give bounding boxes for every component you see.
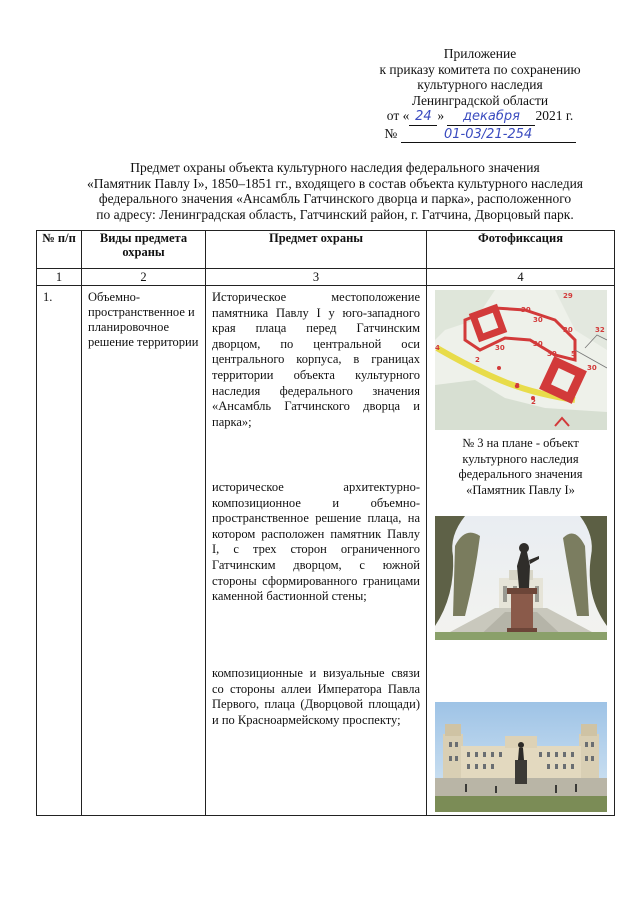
number-prefix: № xyxy=(384,125,398,141)
row-kind: Объемно-пространственное и планировочное решение территории xyxy=(82,286,206,816)
appendix-number xyxy=(360,126,600,144)
monument-photo xyxy=(435,516,607,640)
title-line-4: по адресу: Ленинградская область, Гатчинский район, г. Гатчина, Дворцовый парк. xyxy=(96,206,574,222)
subject-paragraph-2: историческое архитектурно-композиционное и объемно-пространственное решение плаца, на котором расположен памятник Павлу I, с трех сторон ограниченного Гатчинским дворцом, с южной стороны сформированного границами каменной бастионной стены; xyxy=(212,480,420,604)
title-line-3: федерального значения «Ансамбль Гатчинского дворца и парка», расположенного xyxy=(98,191,572,206)
appendix-line-2: к приказу комитета по сохранению xyxy=(379,61,581,77)
map-label: 30 xyxy=(586,364,597,372)
header-photo: Фотофиксация xyxy=(427,231,615,269)
title-line-1: Предмет охраны объекта культурного наследия федерального значения xyxy=(130,160,540,175)
map-label: 2 xyxy=(474,356,480,364)
table-row xyxy=(37,286,615,816)
appendix-date xyxy=(360,108,600,126)
map-label: 4 xyxy=(434,344,440,352)
map-label: 30 xyxy=(562,326,573,334)
table-header-row xyxy=(37,231,615,269)
col-number-1: 1 xyxy=(37,269,82,286)
map-label: 30 xyxy=(546,350,557,358)
map-label: 30 xyxy=(532,340,543,348)
header-subject: Предмет охраны xyxy=(206,231,427,269)
subject-paragraph-1: Историческое местоположение памятника Павлу I у юго-западного края плаца перед Гатчинским дворцом, по центральной оси центрального корпуса, в границах территории объекта культурного наследия федерального значения «Ансамбль Гатчинского дворца и парка»; xyxy=(212,290,420,429)
site-plan-map xyxy=(435,290,607,430)
col-number-4: 4 xyxy=(427,269,615,286)
column-number-row xyxy=(37,269,615,286)
row-photos xyxy=(427,286,615,816)
date-prefix: от « xyxy=(386,108,410,123)
map-label: 32 xyxy=(594,326,605,334)
plan-caption: № 3 на плане - объект культурного наследия федерального значения «Памятник Павлу I» xyxy=(458,436,583,497)
palace-photo xyxy=(435,702,607,812)
map-label: 29 xyxy=(562,292,573,300)
appendix-line-3: культурного наследия xyxy=(417,77,543,92)
row-subject xyxy=(206,286,427,816)
appendix-header xyxy=(360,46,600,143)
date-year: 2021 г. xyxy=(535,108,574,123)
document-title xyxy=(55,160,615,222)
col-number-3: 3 xyxy=(206,269,427,286)
appendix-line-4: Ленинградской области xyxy=(411,92,549,108)
map-label: 30 xyxy=(532,316,543,324)
subject-paragraph-3: композиционные и визуальные связи со стороны аллеи Императора Павла Первого, плаца (Дворцовой площади) и по Красноармейскому проспекту; xyxy=(212,666,420,727)
map-label: 3 xyxy=(514,382,520,390)
map-label: 2 xyxy=(530,398,536,406)
date-day-handwritten: 24 xyxy=(415,109,432,124)
map-label: 30 xyxy=(520,306,531,314)
col-number-2: 2 xyxy=(82,269,206,286)
appendix-title: Приложение xyxy=(443,46,517,61)
date-mid: » xyxy=(437,108,445,123)
date-month-handwritten: декабря xyxy=(463,109,520,124)
protection-table xyxy=(36,230,615,816)
title-line-2: «Памятник Павлу I», 1850–1851 гг., входящего в состав объекта культурного наследия xyxy=(86,175,584,191)
map-label: 30 xyxy=(494,344,505,352)
header-kind: Виды предмета охраны xyxy=(82,231,206,269)
row-number: 1. xyxy=(37,286,82,816)
map-label: 5 xyxy=(570,350,576,358)
number-handwritten: 01-03/21-254 xyxy=(444,126,533,142)
header-num: № п/п xyxy=(37,231,82,269)
